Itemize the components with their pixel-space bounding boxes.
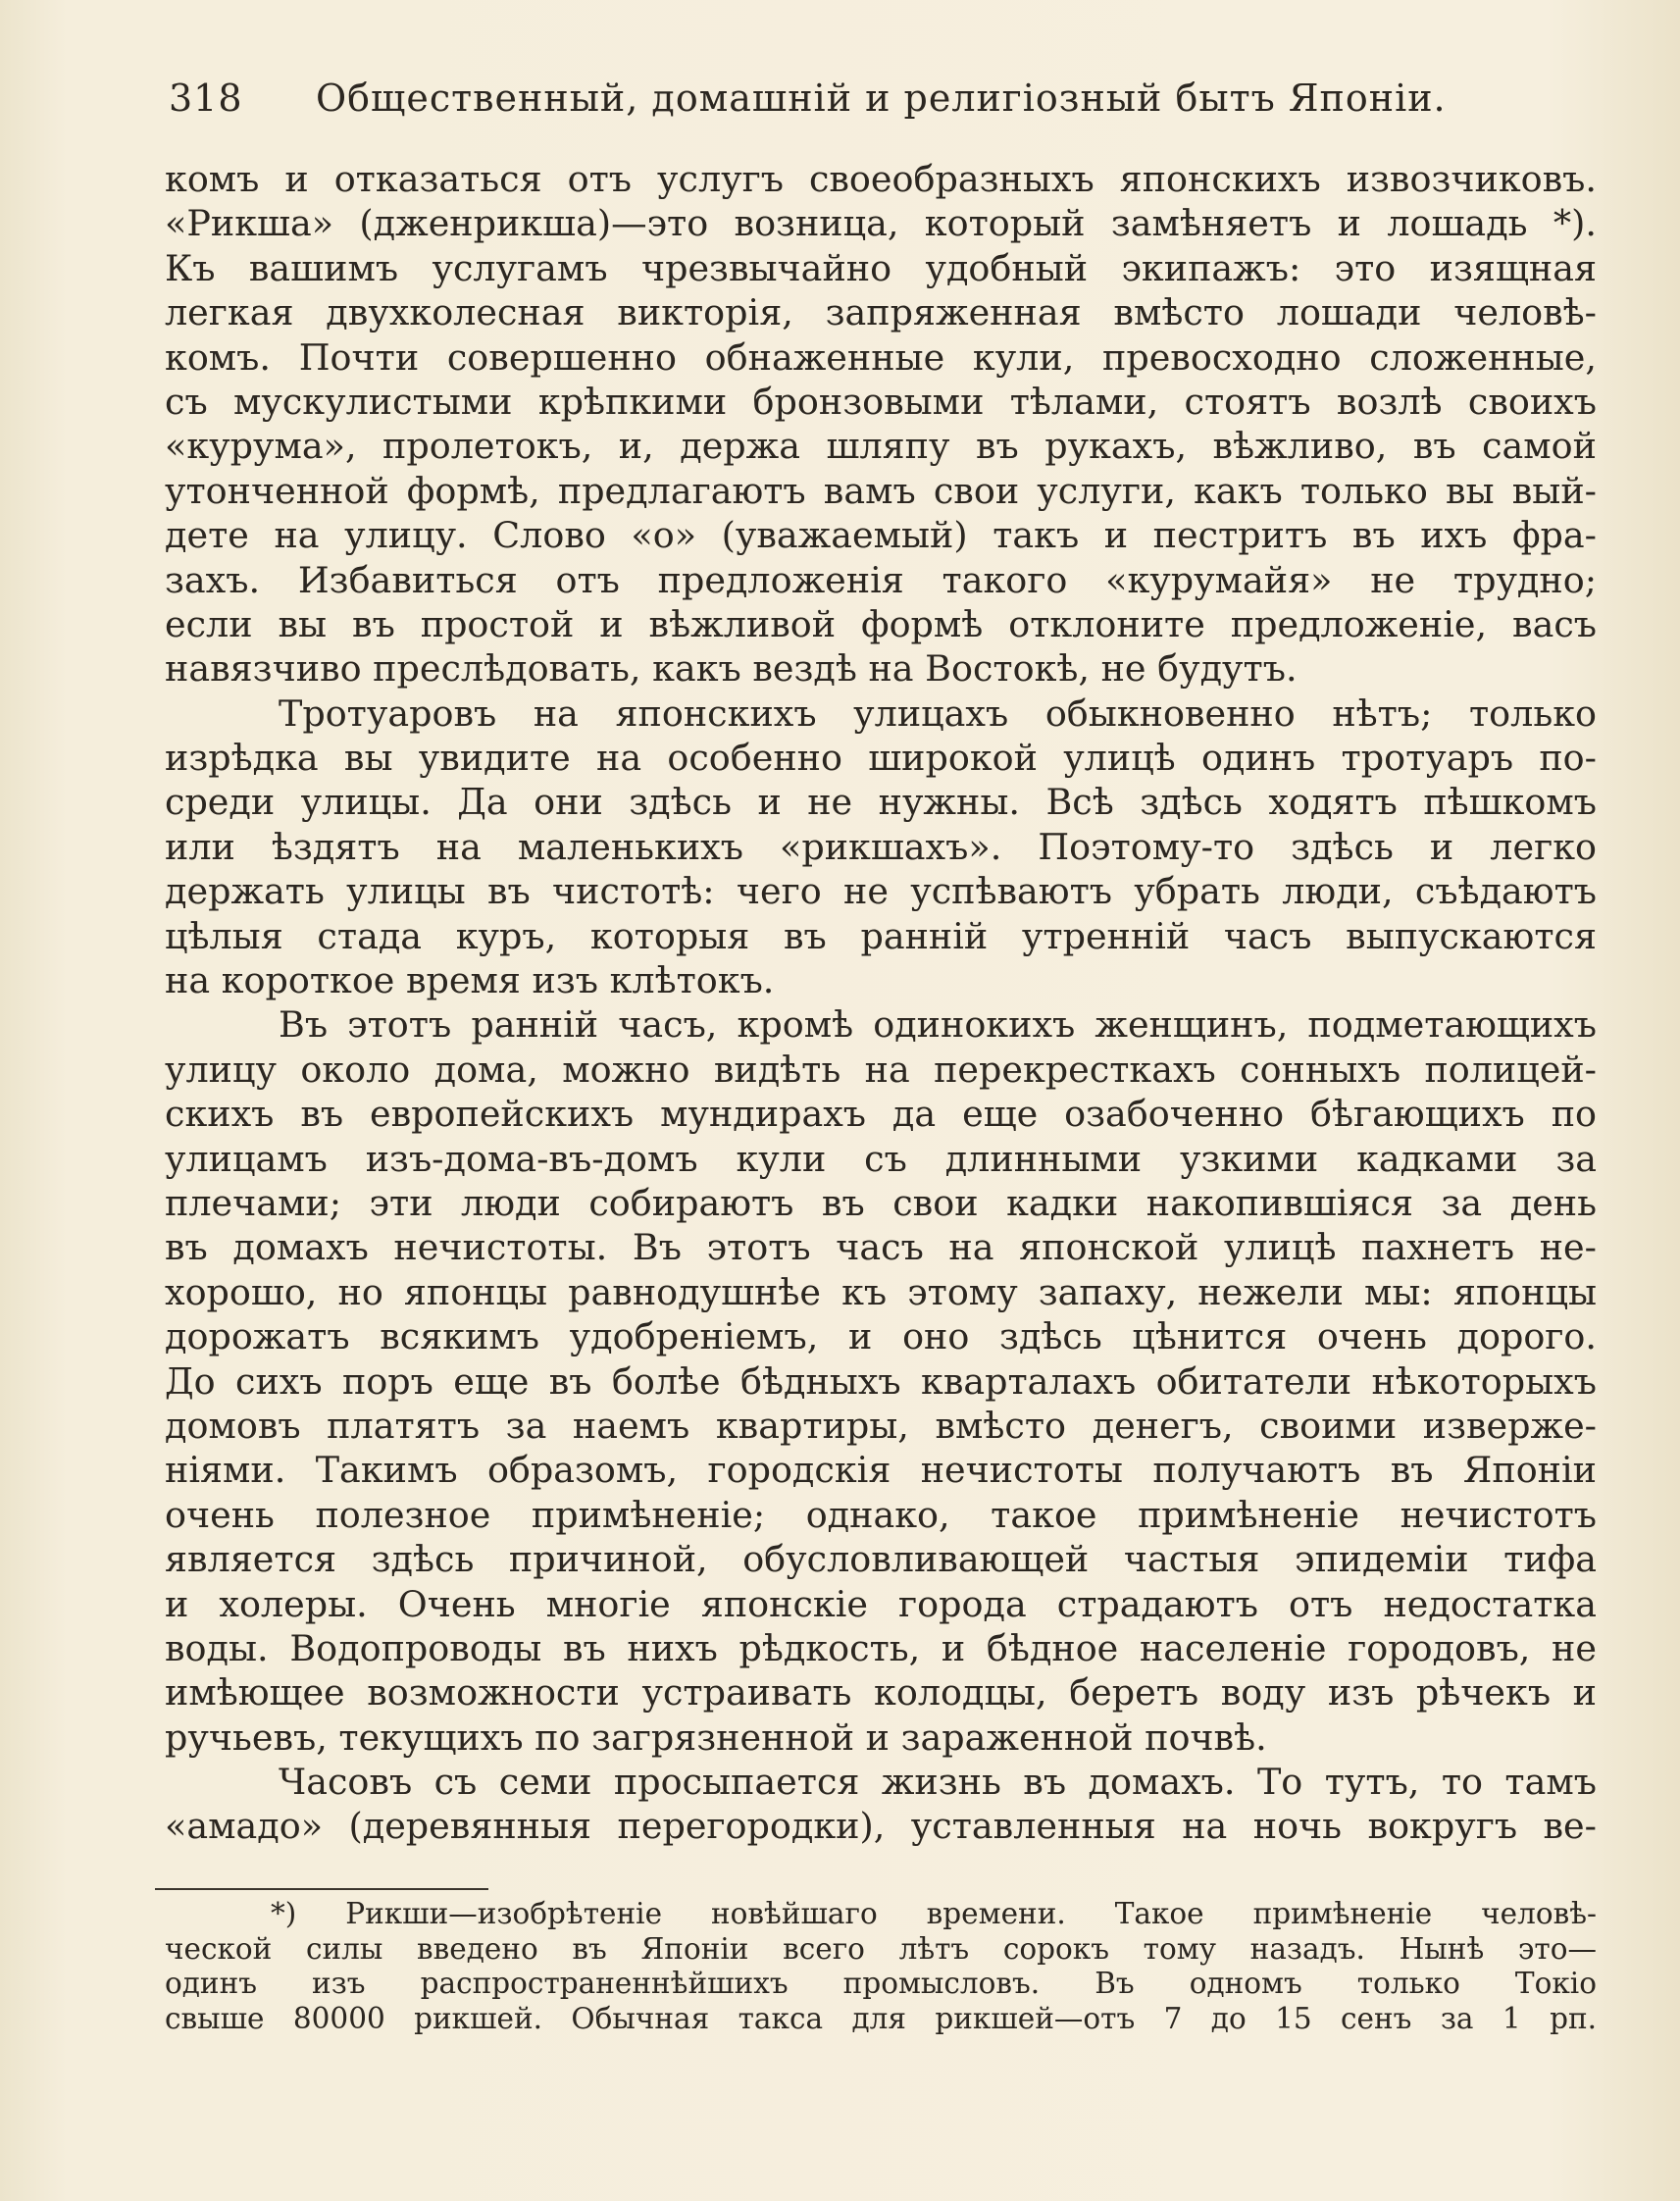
- text-line: Тротуаровъ на японскихъ улицахъ обыкновенно нѣтъ; только: [279, 691, 1597, 735]
- text-line: Къ вашимъ услугамъ чрезвычайно удобный экипажъ: это изящная: [165, 246, 1597, 289]
- text-line: имѣющее возможности устраивать колодцы, беретъ воду изъ рѣчекъ и: [165, 1671, 1597, 1715]
- text-line: ручьевъ, текущихъ по загрязненной и зараженной почвѣ.: [165, 1715, 1267, 1759]
- text-line: въ домахъ нечистоты. Въ этотъ часъ на японской улицѣ пахнетъ не-: [165, 1226, 1597, 1269]
- text-line: легкая двухколесная викторія, запряженная вмѣсто лошади человѣ-: [165, 291, 1597, 334]
- text-line: очень полезное примѣненіе; однако, такое примѣненіе нечистотъ: [165, 1493, 1597, 1536]
- footnote-line: свыше 80000 рикшей. Обычная такса для рикшей—отъ 7 до 15 сенъ за 1 рп.: [165, 2001, 1597, 2035]
- text-line: утонченной формѣ, предлагаютъ вамъ свои услуги, какъ только вы вый-: [165, 469, 1597, 512]
- footnote-divider: [155, 1888, 488, 1890]
- text-line: скихъ въ европейскихъ мундирахъ да еще озабоченно бѣгающихъ по: [165, 1093, 1597, 1136]
- text-line: цѣлыя стада куръ, которыя въ ранній утренній часъ выпускаются: [165, 914, 1597, 957]
- text-line: До сихъ поръ еще въ болѣе бѣдныхъ кварталахъ обитатели нѣкоторыхъ: [165, 1359, 1597, 1403]
- text-line: ніями. Такимъ образомъ, городскія нечистоты получаютъ въ Японіи: [165, 1449, 1597, 1492]
- text-line: улицу около дома, можно видѣть на перекресткахъ сонныхъ полицей-: [165, 1048, 1597, 1091]
- text-line: домовъ платятъ за наемъ квартиры, вмѣсто денегъ, своими изверже-: [165, 1404, 1597, 1447]
- text-line: является здѣсь причиной, обусловливающей частыя эпидеміи тифа: [165, 1538, 1597, 1581]
- text-line: на короткое время изъ клѣтокъ.: [165, 959, 775, 1002]
- running-title: Общественный, домашній и религіозный бытъ Японіи.: [316, 77, 1447, 120]
- text-line: плечами; эти люди собираютъ въ свои кадки накопившіяся за день: [165, 1181, 1597, 1224]
- text-line: если вы въ простой и вѣжливой формѣ отклоните предложеніе, васъ: [165, 602, 1597, 645]
- text-line: комъ. Почти совершенно обнаженные кули, превосходно сложенные,: [165, 335, 1597, 379]
- text-line: или ѣздятъ на маленькихъ «рикшахъ». Поэтому-то здѣсь и легко: [165, 825, 1597, 868]
- text-line: «амадо» (деревянныя перегородки), уставленныя на ночь вокругъ ве-: [165, 1805, 1597, 1848]
- text-line: Часовъ съ семи просыпается жизнь въ домахъ. То тутъ, то тамъ: [279, 1761, 1597, 1804]
- footnote-line: ческой силы введено въ Японіи всего лѣтъ сорокъ тому назадъ. Нынѣ это—: [165, 1931, 1597, 1966]
- footnote-line: *) Рикши—изобрѣтеніе новѣйшаго времени. Такое примѣненіе человѣ-: [271, 1897, 1597, 1930]
- footnote-line: одинъ изъ распространеннѣйшихъ промысловъ. Въ одномъ только Токіо: [165, 1967, 1597, 2000]
- text-line: съ мускулистыми крѣпкими бронзовыми тѣлами, стоятъ возлѣ своихъ: [165, 380, 1597, 423]
- text-line: навязчиво преслѣдовать, какъ вездѣ на Востокѣ, не будутъ.: [165, 647, 1298, 691]
- text-line: улицамъ изъ-дома-въ-домъ кули съ длинными узкими кадками за: [165, 1137, 1597, 1180]
- text-line: дорожатъ всякимъ удобреніемъ, и оно здѣсь цѣнится очень дорого.: [165, 1315, 1597, 1358]
- text-line: среди улицы. Да они здѣсь и не нужны. Всѣ здѣсь ходятъ пѣшкомъ: [165, 781, 1597, 824]
- text-line: «курума», пролетокъ, и, держа шляпу въ рукахъ, вѣжливо, въ самой: [165, 425, 1597, 468]
- text-line: изрѣдка вы увидите на особенно широкой улицѣ одинъ тротуаръ по-: [165, 737, 1597, 780]
- text-line: захъ. Избавиться отъ предложенія такого «курумайя» не трудно;: [165, 558, 1597, 601]
- text-line: «Рикша» (дженрикша)—это возница, который замѣняетъ и лошадь *).: [165, 202, 1597, 245]
- text-line: дете на улицу. Слово «о» (уважаемый) такъ и пестритъ въ ихъ фра-: [165, 514, 1597, 557]
- text-line: хорошо, но японцы равнодушнѣе къ этому запаху, нежели мы: японцы: [165, 1270, 1597, 1313]
- main-text: [165, 157, 1597, 1849]
- text-line: воды. Водопроводы въ нихъ рѣдкость, и бѣдное населеніе городовъ, не: [165, 1626, 1597, 1669]
- text-line: держать улицы въ чистотѣ: чего не успѣваютъ убрать люди, съѣдаютъ: [165, 870, 1597, 913]
- text-line: и холеры. Очень многіе японскіе города страдаютъ отъ недостатка: [165, 1582, 1597, 1625]
- text-line: комъ и отказаться отъ услугъ своеобразныхъ японскихъ извозчиковъ.: [165, 158, 1597, 200]
- running-header: [169, 77, 1463, 120]
- footnote: [165, 1897, 1597, 2036]
- text-line: Въ этотъ ранній часъ, кромѣ одинокихъ женщинъ, подметающихъ: [279, 1003, 1597, 1047]
- page-number: 318: [169, 77, 243, 120]
